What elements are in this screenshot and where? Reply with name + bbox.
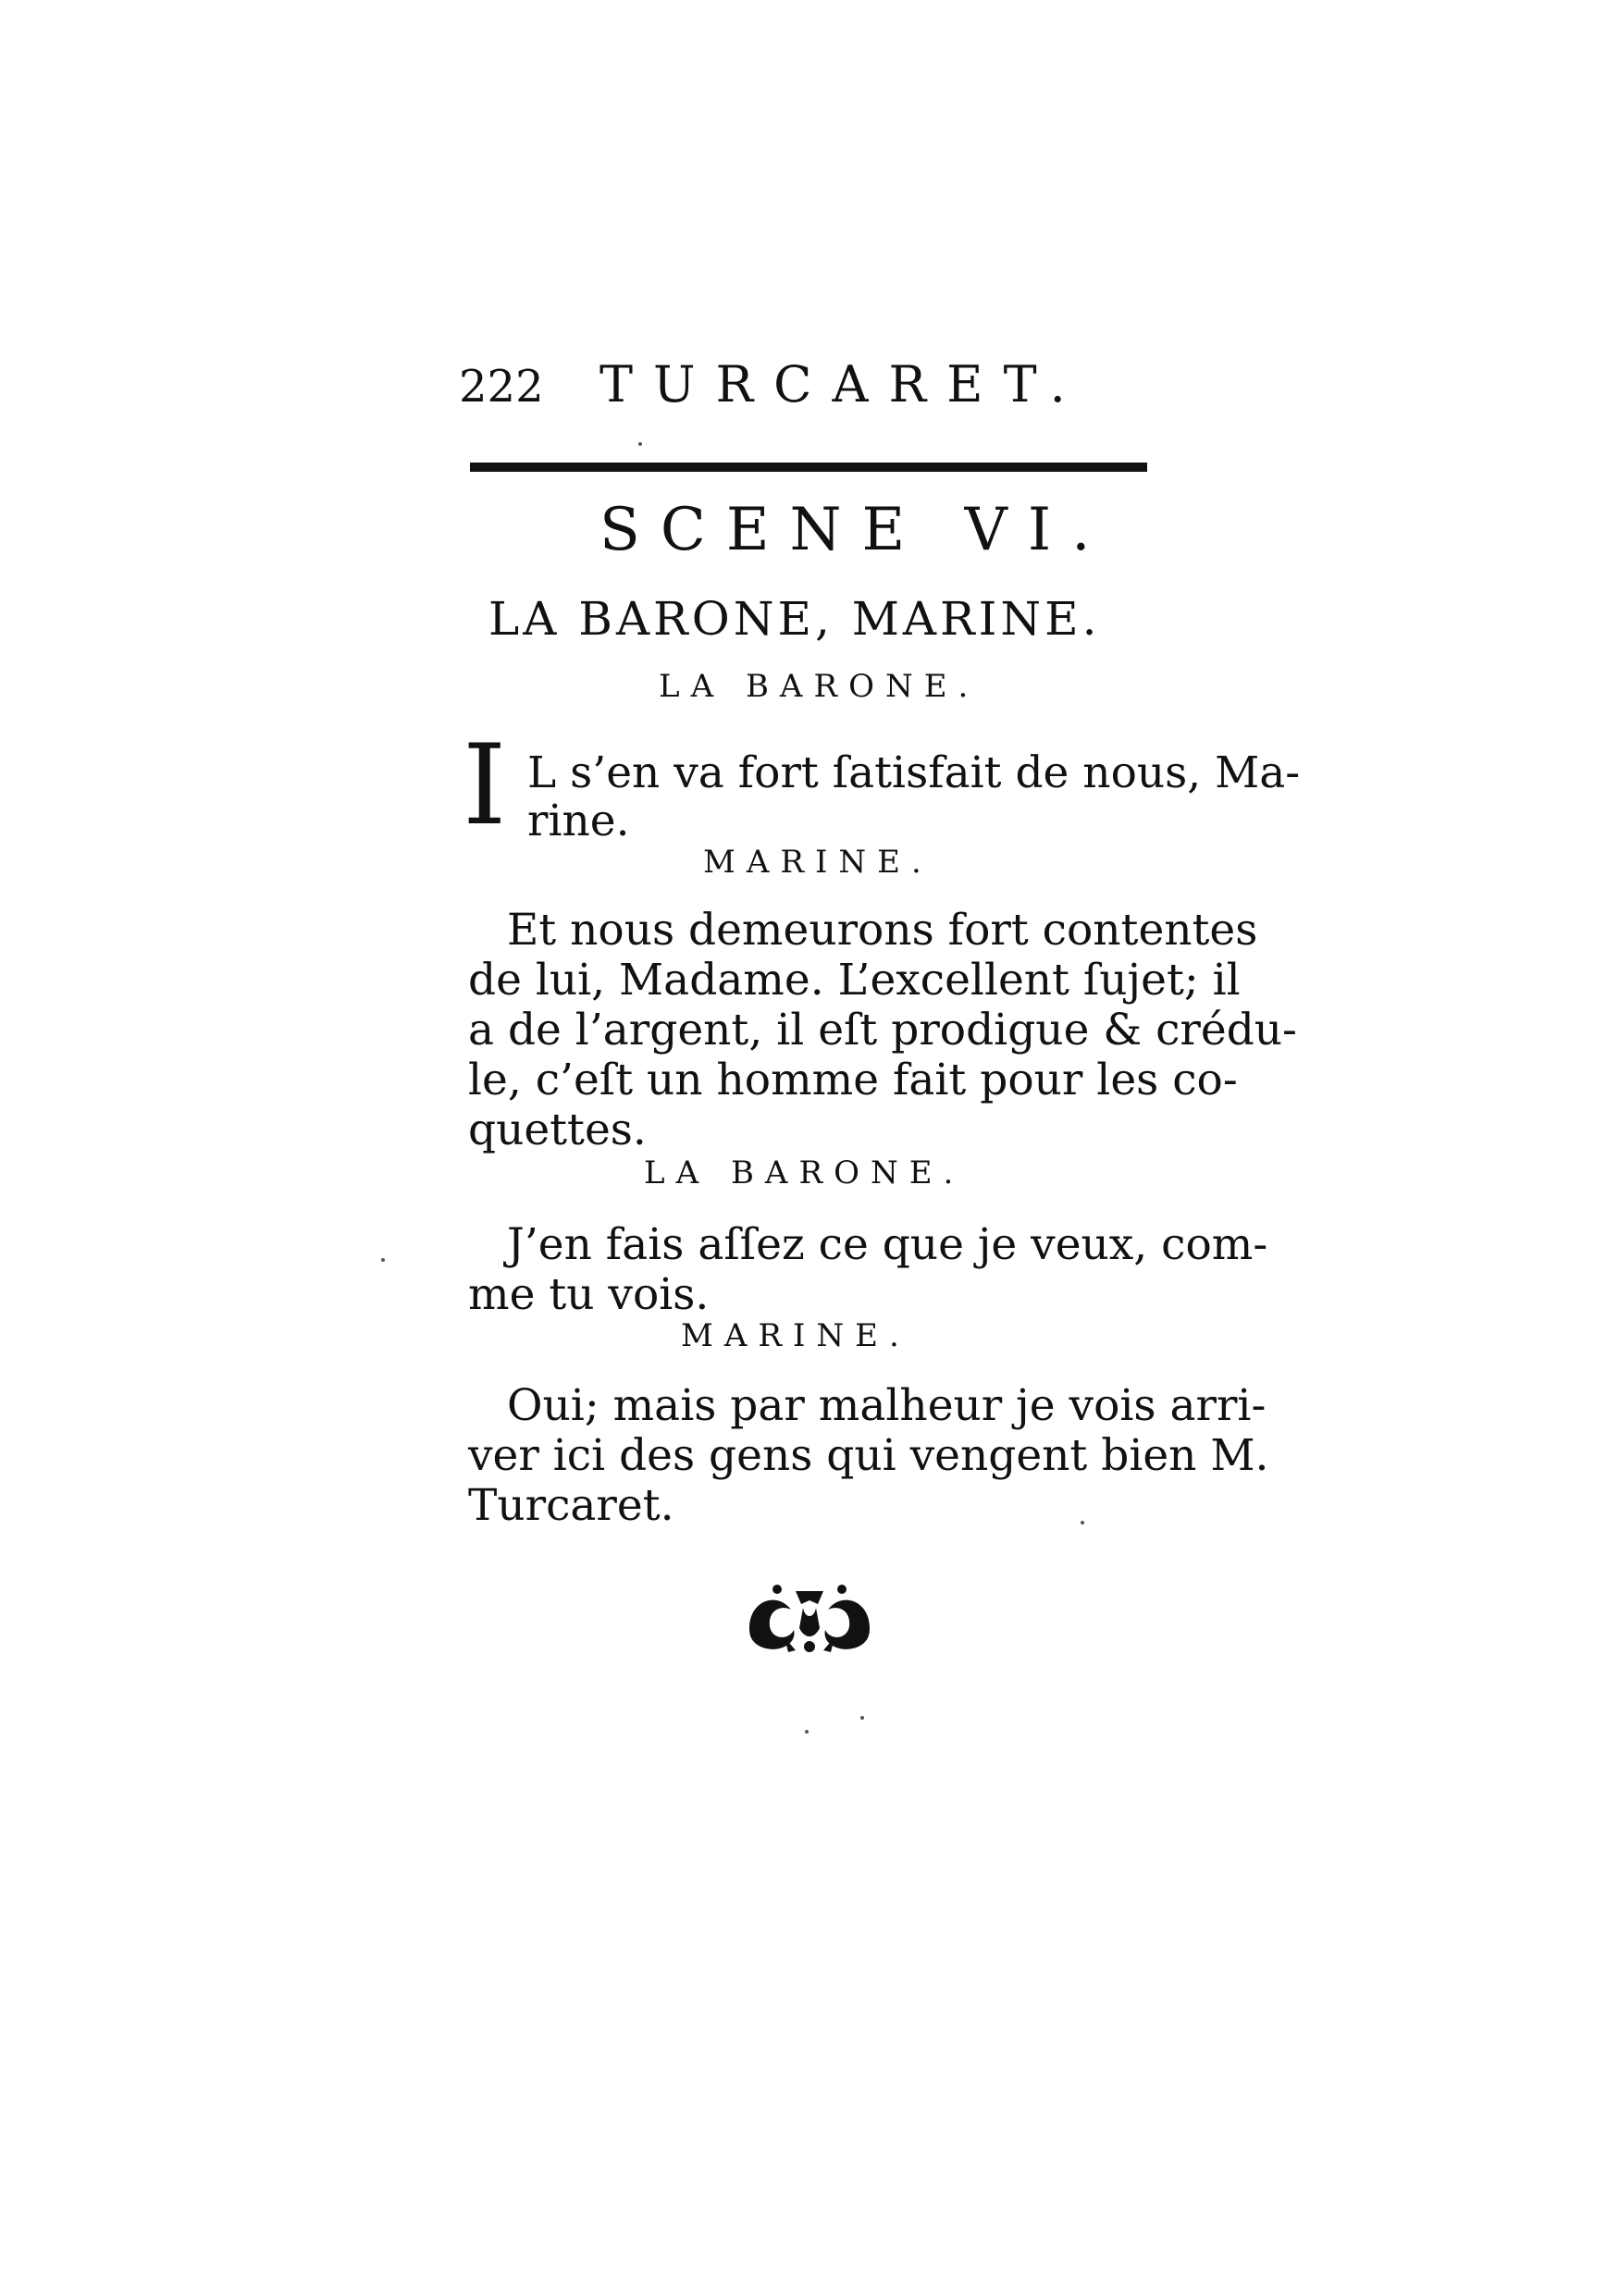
page-number: 222 xyxy=(459,361,544,413)
speech-line: L s’en va fort ſatisfait de nous, Ma- xyxy=(527,747,1301,798)
scan-speck xyxy=(805,1730,809,1734)
scene-title: SCENE VI. xyxy=(599,496,1111,564)
speaker-label: MARINE. xyxy=(703,844,933,881)
drop-cap: I xyxy=(463,722,507,850)
speaker-label: LA BARONE. xyxy=(644,1154,965,1191)
scan-speck xyxy=(860,1716,864,1720)
speech-line: Et nous demeurons fort contentes xyxy=(507,905,1258,956)
speech-line: de lui, Madame. L’excellent ſujet; il xyxy=(468,955,1241,1006)
scan-speck xyxy=(1081,1521,1084,1524)
speech-line: rine. xyxy=(527,796,630,846)
speech-line: me tu vois. xyxy=(468,1269,710,1320)
speech-line: Turcaret. xyxy=(468,1480,674,1531)
scan-speck xyxy=(381,1258,385,1262)
tailpiece-ornament-icon xyxy=(740,1573,879,1656)
running-title: TURCARET. xyxy=(599,355,1086,414)
speech-line: J’en fais aſſez ce que je veux, com- xyxy=(507,1219,1268,1270)
scene-characters: LA BARONE, MARINE. xyxy=(488,592,1101,646)
speaker-label: MARINE. xyxy=(681,1317,910,1354)
scan-speck xyxy=(638,442,642,446)
speech-line: quettes. xyxy=(468,1105,647,1155)
speech-line: ver ici des gens qui vengent bien M. xyxy=(468,1430,1269,1481)
speaker-label: LA BARONE. xyxy=(659,668,980,705)
speech-line: le, c’eſt un homme fait pour les co- xyxy=(468,1055,1238,1105)
speech-line: a de l’argent, il eſt prodigue & crédu- xyxy=(468,1005,1297,1055)
header-rule xyxy=(470,463,1147,472)
speech-line: Oui; mais par malheur je vois arri- xyxy=(507,1380,1267,1431)
